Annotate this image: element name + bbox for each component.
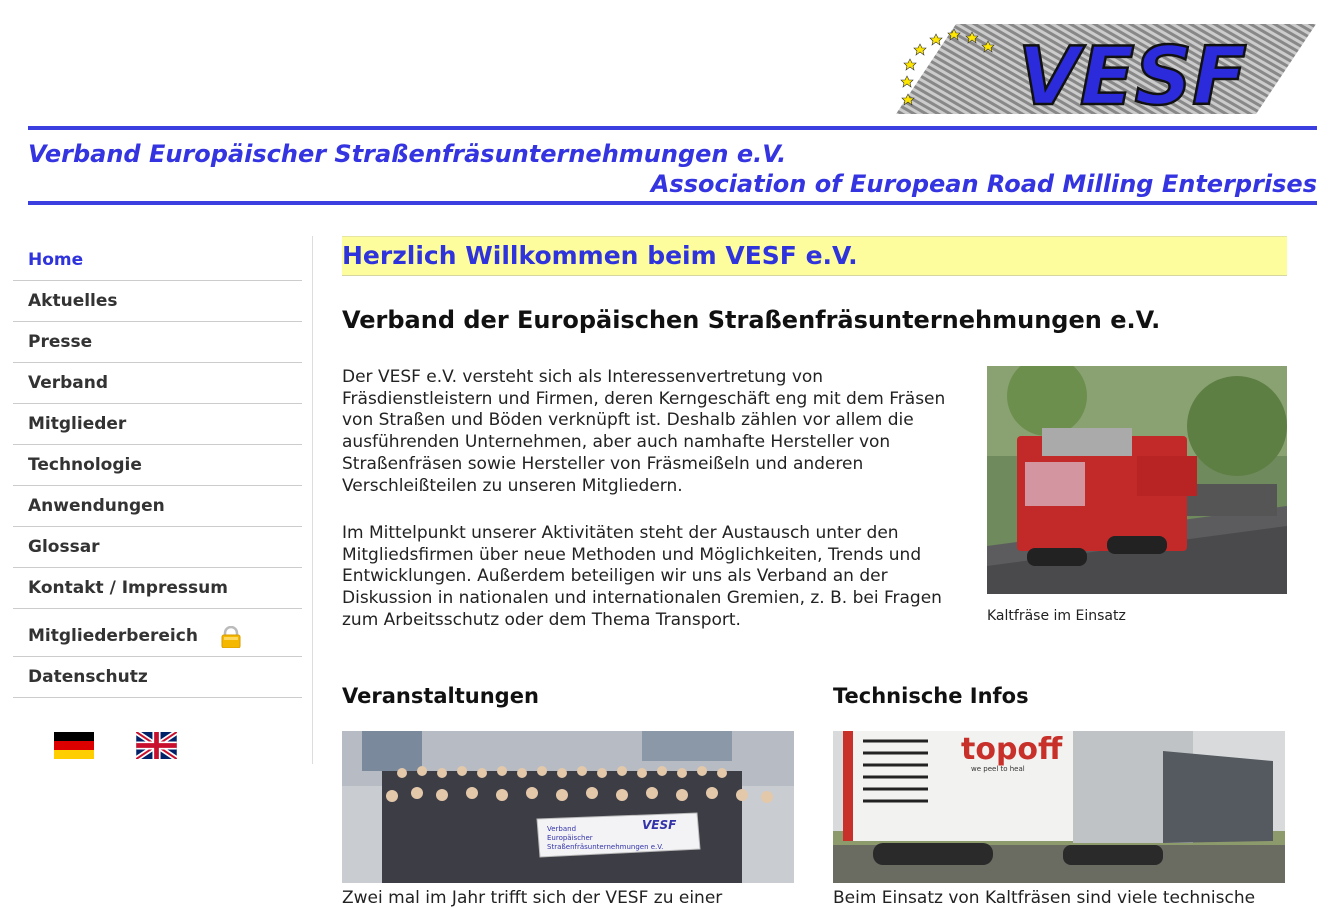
machine-brand: topoff [961, 732, 1063, 767]
sidebar-nav [13, 240, 302, 698]
tech-caption: Beim Einsatz von Kaltfräsen sind viele technische [833, 888, 1256, 908]
nav-item-presse[interactable]: Presse [13, 322, 302, 363]
nav-item-aktuelles[interactable]: Aktuelles [13, 281, 302, 322]
nav-item-glossar[interactable]: Glossar [13, 527, 302, 568]
milling-machine-photo[interactable] [987, 366, 1287, 594]
group-photo[interactable] [342, 731, 794, 883]
intro-paragraph-2: Im Mittelpunkt unserer Aktivitäten steht der Austausch unter den Mitgliedsfirmen über neue Methoden und Möglichkeiten, Trends und Entwicklungen. Außerdem beteiligen wir uns als Verband an der Diskussion in nationalen und internationalen Gremien, z. B. bei Fragen zum Arbeitsschutz oder dem Thema Transport. [342, 523, 942, 630]
logo-text: VESF [1018, 30, 1247, 114]
nav-item-verband[interactable]: Verband [13, 363, 302, 404]
header-title-en: Association of European Road Milling Enterprises [650, 170, 1317, 198]
banner-line-3: Straßenfräsunternehmungen e.V. [547, 843, 664, 851]
lock-icon [219, 626, 243, 648]
vesf-logo[interactable] [896, 22, 1316, 114]
nav-item-anwendungen[interactable]: Anwendungen [13, 486, 302, 527]
photo-caption: Kaltfräse im Einsatz [987, 608, 1126, 624]
nav-item-label: Mitgliederbereich [28, 626, 198, 646]
sidebar-divider [312, 236, 313, 764]
header-divider-bottom [28, 201, 1317, 205]
page-heading: Verband der Europäischen Straßenfräsunternehmungen e.V. [342, 306, 1161, 334]
header-divider-top [28, 126, 1317, 130]
nav-item-kontakt[interactable]: Kontakt / Impressum [13, 568, 302, 609]
welcome-banner [342, 236, 1287, 276]
intro-paragraph-1: Der VESF e.V. versteht sich als Interessenvertretung von Fräsdienstleistern und Firmen, deren Kerngeschäft eng mit dem Fräsen von Straßen und Böden verknüpft ist. Deshalb zählen vor allem die ausführenden Unternehmen, aber auch namhafte Hersteller von Straßenfräsen sowie Hersteller von Fräsmeißeln und anderen Verschleißteilen zu unseren Mitgliedern. [342, 367, 946, 496]
tech-heading: Technische Infos [833, 684, 1029, 708]
nav-item-mitglieder[interactable]: Mitglieder [13, 404, 302, 445]
banner-line-2: Europäischer [547, 834, 593, 842]
flag-uk-icon[interactable] [136, 732, 177, 759]
banner-logo: VESF [642, 818, 677, 832]
banner-line-1: Verband [547, 825, 577, 833]
machine-slogan: we peel to heal [971, 765, 1025, 773]
nav-item-mitgliederbereich[interactable] [13, 609, 302, 657]
flag-de-icon[interactable] [54, 732, 94, 759]
events-heading: Veranstaltungen [342, 684, 539, 708]
welcome-title: Herzlich Willkommen beim VESF e.V. [342, 241, 858, 270]
nav-item-home[interactable]: Home [13, 240, 302, 281]
events-caption: Zwei mal im Jahr trifft sich der VESF zu einer [342, 888, 723, 908]
nav-item-datenschutz[interactable]: Datenschutz [13, 657, 302, 698]
tech-photo[interactable] [833, 731, 1285, 883]
nav-item-technologie[interactable]: Technologie [13, 445, 302, 486]
header-title-de: Verband Europäischer Straßenfräsunternehmungen e.V. [28, 140, 787, 168]
